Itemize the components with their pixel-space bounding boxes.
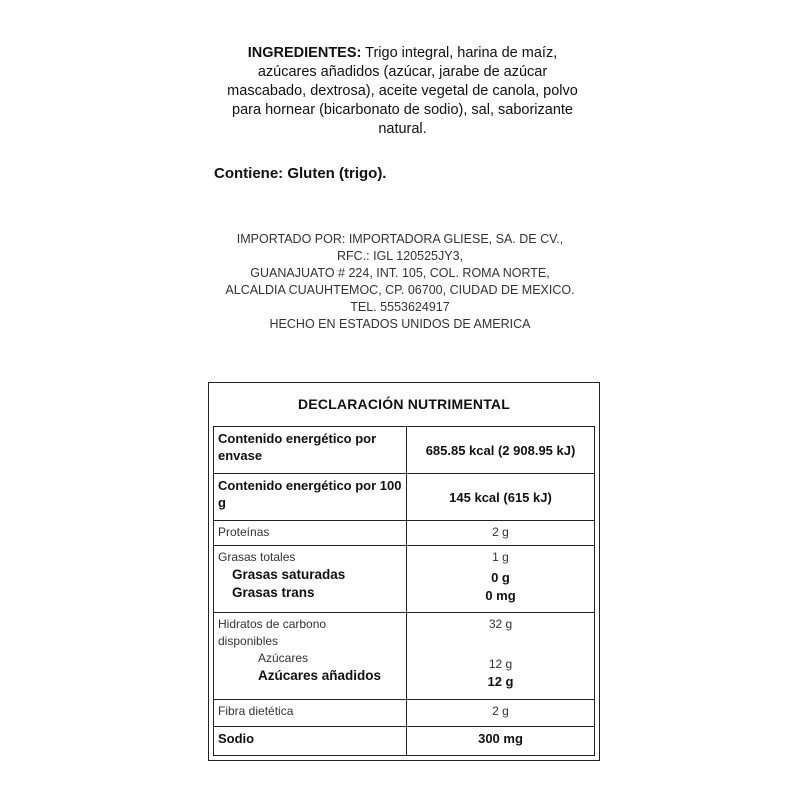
fat-labels — [214, 546, 407, 613]
importer-line: RFC.: IGL 120525JY3, — [337, 249, 463, 263]
sodium-label: Sodio — [214, 727, 407, 756]
added-sugars-label: Azúcares añadidos — [258, 668, 382, 683]
sugars-value: 12 g — [488, 657, 513, 671]
protein-label: Proteínas — [214, 521, 407, 546]
total-fat-label: Grasas totales — [218, 550, 296, 564]
saturated-fat-value: 0 g — [491, 570, 510, 585]
nutrition-title: DECLARACIÓN NUTRIMENTAL — [298, 396, 510, 412]
saturated-fat-label: Grasas saturadas — [232, 567, 346, 582]
table-row — [214, 613, 595, 700]
ingredients-line: natural. — [378, 121, 427, 137]
importer-line: HECHO EN ESTADOS UNIDOS DE AMERICA — [269, 317, 531, 331]
energy-package-value: 685.85 kcal (2 908.95 kJ) — [407, 427, 595, 474]
trans-fat-label: Grasas trans — [232, 585, 315, 600]
table-row — [214, 700, 595, 727]
ingredients-line: para hornear (bicarbonato de sodio), sal, saborizante — [232, 102, 573, 118]
protein-value: 2 g — [407, 521, 595, 546]
added-sugars-value: 12 g — [487, 674, 514, 689]
energy-100g-label: Contenido energético por 100 g — [214, 474, 407, 521]
importer-block — [200, 231, 600, 333]
carb-values — [407, 613, 595, 700]
fiber-value: 2 g — [407, 700, 595, 727]
carb-labels — [214, 613, 407, 700]
total-fat-value: 1 g — [492, 550, 509, 564]
importer-line: GUANAJUATO # 224, INT. 105, COL. ROMA NORTE, — [250, 266, 550, 280]
importer-line: TEL. 5553624917 — [350, 300, 450, 314]
trans-fat-value: 0 mg — [485, 588, 516, 603]
table-row — [214, 521, 595, 546]
fat-values — [407, 546, 595, 613]
nutrition-panel — [208, 382, 600, 761]
ingredients-line: mascabado, dextrosa), aceite vegetal de canola, polvo — [227, 83, 578, 99]
table-row — [214, 727, 595, 756]
carbs-label-cont: disponibles — [218, 634, 279, 648]
table-row — [214, 427, 595, 474]
sugars-label: Azúcares — [258, 651, 309, 665]
carbs-value: 32 g — [488, 617, 513, 631]
energy-package-label: Contenido energético por envase — [214, 427, 407, 474]
ingredients-label: INGREDIENTES: — [247, 45, 362, 61]
energy-100g-value: 145 kcal (615 kJ) — [407, 474, 595, 521]
ingredients-line: azúcares añadidos (azúcar, jarabe de azúcar — [257, 64, 548, 80]
fiber-label: Fibra dietética — [214, 700, 407, 727]
importer-line: IMPORTADO POR: IMPORTADORA GLIESE, SA. DE CV., — [236, 232, 564, 246]
carbs-label: Hidratos de carbono — [218, 617, 327, 631]
ingredients-line: Trigo integral, harina de maíz, — [365, 45, 558, 61]
nutrition-table — [213, 426, 595, 756]
ingredients-block — [215, 44, 590, 139]
table-row — [214, 474, 595, 521]
sodium-value: 300 mg — [407, 727, 595, 756]
importer-line: ALCALDIA CUAUHTEMOC, CP. 06700, CIUDAD DE MEXICO. — [225, 283, 575, 297]
allergen-statement: Contiene: Gluten (trigo). — [214, 165, 387, 182]
table-row — [214, 546, 595, 613]
